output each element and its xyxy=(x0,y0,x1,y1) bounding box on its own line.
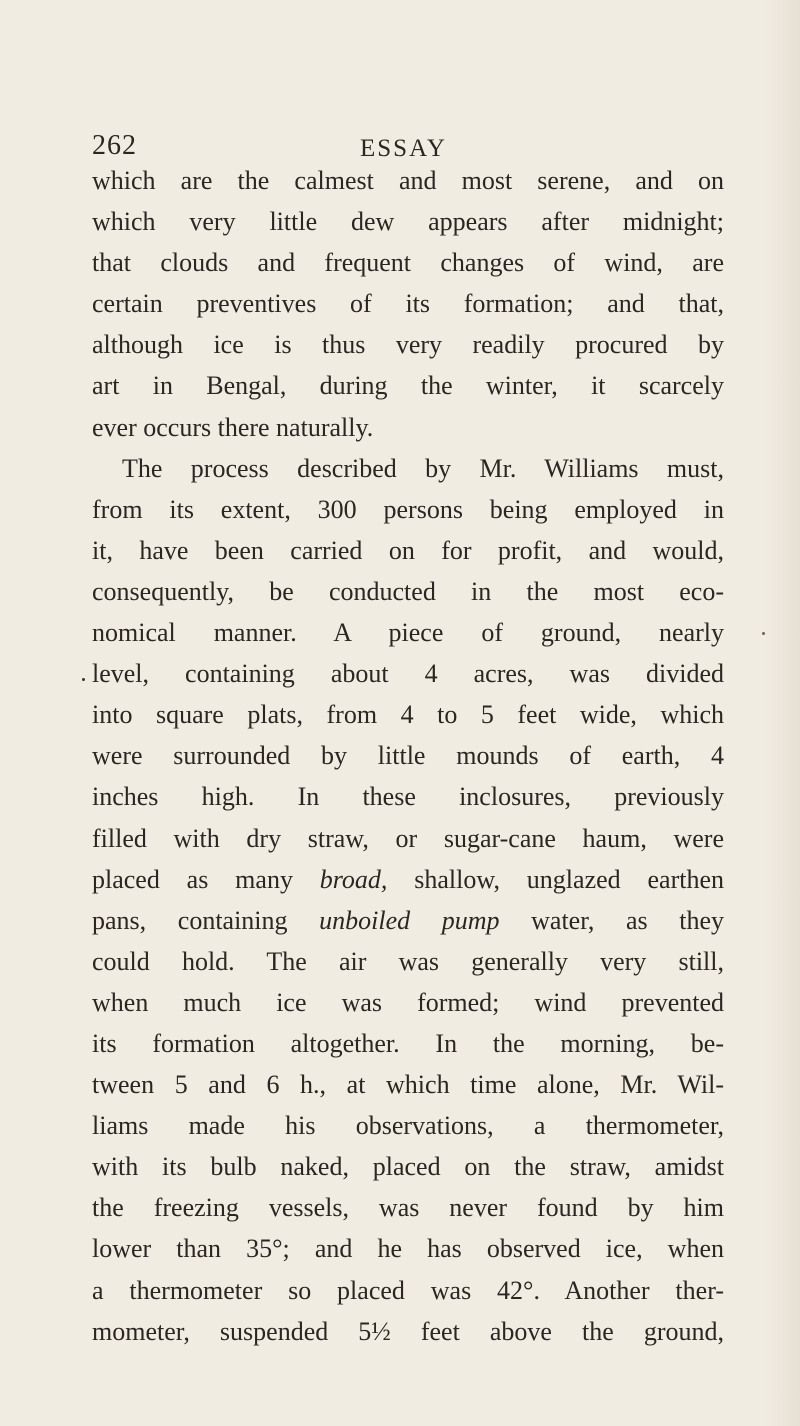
text-line: it, have been carried on for profit, and would, xyxy=(92,535,724,565)
text-line: a thermometer so placed was 42°. Another ther- xyxy=(92,1275,724,1305)
text-line: which very little dew appears after midnight; xyxy=(92,207,724,237)
italic-phrase: unboiled pump xyxy=(319,905,500,935)
running-head: ESSAY xyxy=(360,135,447,162)
text-line: art in Bengal, during the winter, it scarcely xyxy=(92,371,724,401)
text-line: level, containing about 4 acres, was divided xyxy=(92,659,724,689)
text-line: although ice is thus very readily procured by xyxy=(92,330,724,360)
text-line: nomical manner. A piece of ground, nearly xyxy=(92,618,724,648)
text-line: its formation altogether. In the morning, be- xyxy=(92,1028,724,1058)
text-line: which are the calmest and most serene, and on xyxy=(92,166,724,195)
margin-speck xyxy=(762,632,765,635)
text-run: pans, containing xyxy=(92,905,320,935)
text-line: were surrounded by little mounds of earth, 4 xyxy=(92,741,724,771)
text-line: filled with dry straw, or sugar-cane haum, were xyxy=(92,823,724,853)
text-line: into square plats, from 4 to 5 feet wide, which xyxy=(92,700,724,730)
text-line: that clouds and frequent changes of wind, are xyxy=(92,248,724,278)
page-edge-shadow xyxy=(764,0,800,1426)
text-line: inches high. In these inclosures, previously xyxy=(92,782,724,812)
text-line: with its bulb naked, placed on the straw, amidst xyxy=(92,1152,724,1182)
text-line: lower than 35°; and he has observed ice, when xyxy=(92,1234,724,1264)
text-line: the freezing vessels, was never found by him xyxy=(92,1193,724,1223)
text-line: from its extent, 300 persons being employed in xyxy=(92,494,724,524)
text-run: shallow, unglazed earthen xyxy=(387,864,724,894)
margin-mark xyxy=(82,678,85,681)
text-line: ever occurs there naturally. xyxy=(92,412,374,442)
text-line: certain preventives of its formation; and that, xyxy=(92,289,724,319)
text-run: water, as they xyxy=(499,905,724,935)
italic-word: broad, xyxy=(319,864,388,894)
text-line: consequently, be conducted in the most eco- xyxy=(92,576,724,606)
text-line: mometer, suspended 5½ feet above the ground, xyxy=(92,1316,724,1346)
text-line-with-italic xyxy=(92,900,724,941)
paragraph-start-line: The process described by Mr. Williams must, xyxy=(122,453,724,483)
text-run: placed as many xyxy=(92,864,320,894)
text-line: liams made his observations, a thermometer, xyxy=(92,1111,724,1141)
body-text xyxy=(92,160,724,1352)
text-line: when much ice was formed; wind prevented xyxy=(92,987,724,1017)
text-line-with-italic xyxy=(92,859,724,900)
text-line: could hold. The air was generally very still, xyxy=(92,946,724,976)
text-line: tween 5 and 6 h., at which time alone, Mr. Wil- xyxy=(92,1070,724,1100)
page-number: 262 xyxy=(92,130,137,161)
